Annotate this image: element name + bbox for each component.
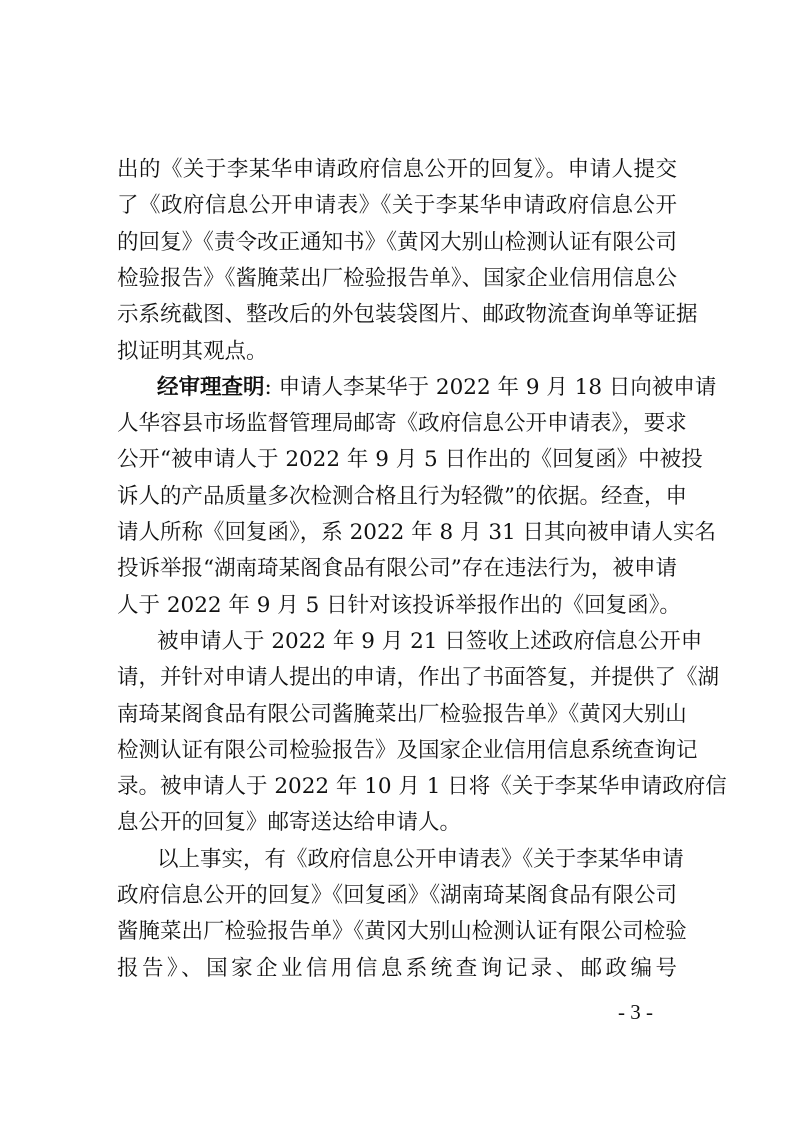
paragraph-3-line-6: 息公开的回复》邮寄送达给申请人。 <box>117 810 462 835</box>
paragraph-2-line-1 <box>157 372 717 408</box>
paragraph-2-line-1-text: : 申请人李某华于 2022 年 9 月 18 日向被申请 <box>264 375 717 400</box>
paragraph-2-line-5: 请人所称《回复函》，系 2022 年 8 月 31 日其向被申请人实名 <box>117 520 717 545</box>
paragraph-2-line-4: 诉人的产品质量多次检测合格且行为轻微”的依据。经查，申 <box>117 484 687 509</box>
paragraph-4-line-3: 酱腌菜出厂检验报告单》《黄冈大别山检测认证有限公司检验 <box>117 919 687 944</box>
paragraph-4-line-4: 报告》、国家企业信用信息系统查询记录、邮政编号 <box>117 956 677 981</box>
paragraph-4-line-2: 政府信息公开的回复》《回复函》《湖南琦某阁食品有限公司 <box>117 883 677 908</box>
paragraph-2-line-7: 人于 2022 年 9 月 5 日针对该投诉举报作出的《回复函》。 <box>117 593 681 618</box>
finding-heading: 经审理查明 <box>157 375 265 400</box>
paragraph-1-line-5: 示系统截图、整改后的外包装袋图片、邮政物流查询单等证据 <box>117 302 698 327</box>
paragraph-2-line-6: 投诉举报“湖南琦某阁食品有限公司”存在违法行为，被申请 <box>117 556 677 581</box>
paragraph-1-line-1: 出的《关于李某华申请政府信息公开的回复》。申请人提交 <box>117 157 677 182</box>
paragraph-2-line-3: 公开“被申请人于 2022 年 9 月 5 日作出的《回复函》中被投 <box>117 447 703 472</box>
paragraph-3-line-2: 请，并针对申请人提出的申请，作出了书面答复，并提供了《湖 <box>117 665 720 690</box>
paragraph-3-line-1: 被申请人于 2022 年 9 月 21 日签收上述政府信息公开申 <box>157 629 703 654</box>
paragraph-2-line-2: 人华容县市场监督管理局邮寄《政府信息公开申请表》，要求 <box>117 411 687 436</box>
paragraph-3-line-4: 检测认证有限公司检验报告》及国家企业信用信息系统查询记 <box>117 738 698 763</box>
paragraph-4-line-1: 以上事实，有《政府信息公开申请表》《关于李某华申请 <box>157 847 684 872</box>
page-number: - 3 - <box>618 1000 653 1024</box>
paragraph-1-line-6: 拟证明其观点。 <box>117 339 268 364</box>
paragraph-3-line-3: 南琦某阁食品有限公司酱腌菜出厂检验报告单》《黄冈大别山 <box>117 702 687 727</box>
paragraph-1-line-2: 了《政府信息公开申请表》《关于李某华申请政府信息公开 <box>117 193 677 218</box>
paragraph-3-line-5: 录。被申请人于 2022 年 10 月 1 日将《关于李某华申请政府信 <box>117 774 727 799</box>
paragraph-1-line-3: 的回复》《责令改正通知书》《黄冈大别山检测认证有限公司 <box>117 230 677 255</box>
paragraph-1-line-4: 检验报告》《酱腌菜出厂检验报告单》、国家企业信用信息公 <box>117 266 677 291</box>
